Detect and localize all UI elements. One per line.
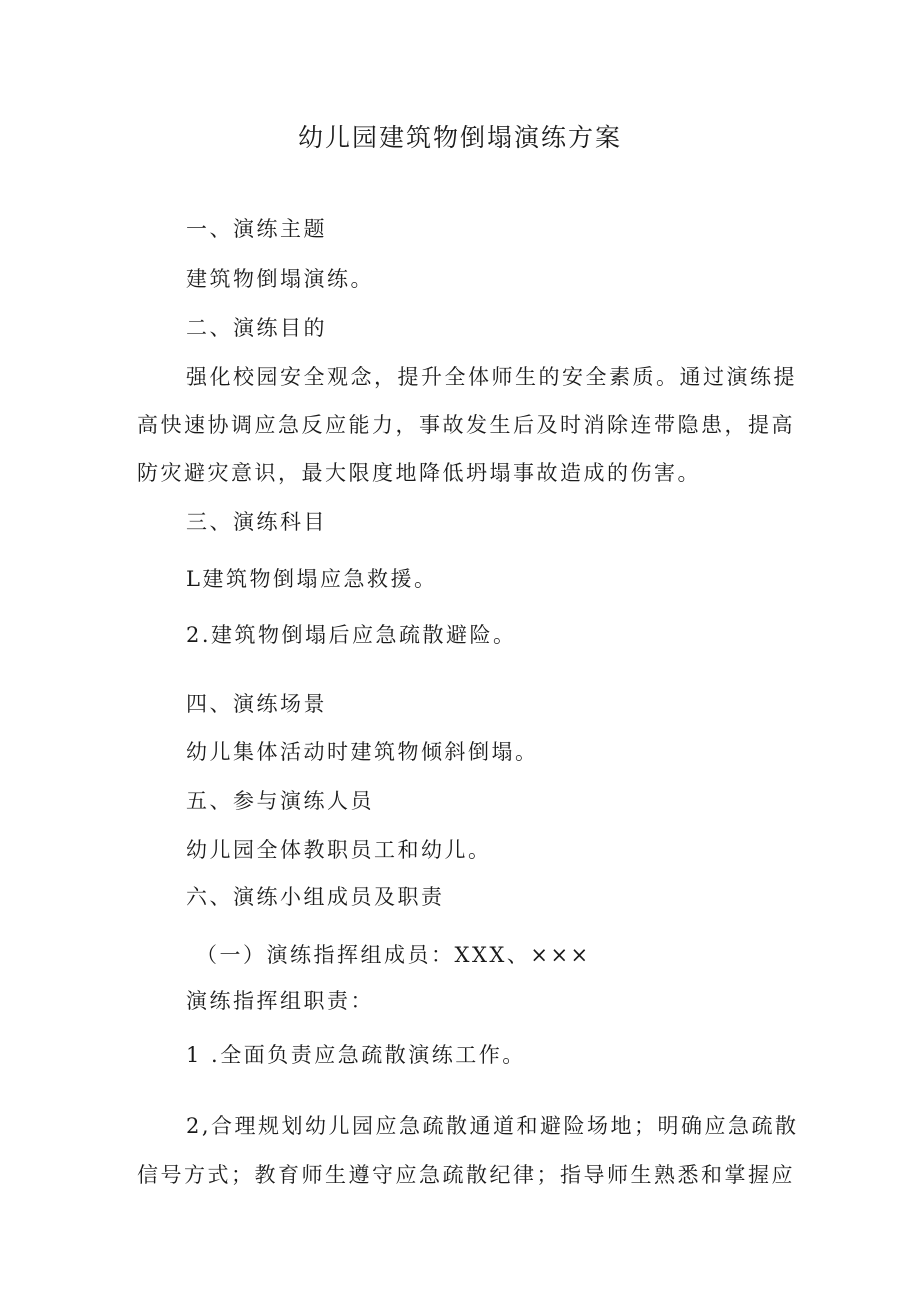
section-3-item-1: L建筑物倒塌应急救援。 <box>186 567 438 591</box>
section-6-duty-1: 1 .全面负责应急疏散演练工作。 <box>186 1043 526 1067</box>
section-2-body-line-1: 强化校园安全观念，提升全体师生的安全素质。通过演练提 <box>186 365 797 389</box>
section-2-body-line-2: 高快速协调应急反应能力，事故发生后及时消除连带隐患，提高 <box>137 413 795 437</box>
section-6-duty-label: 演练指挥组职责： <box>186 989 374 1013</box>
section-6-duty-2-line-1: 2,合理规划幼儿园应急疏散通道和避险场地；明确应急疏散 <box>186 1114 799 1138</box>
section-3-item-2: 2.建筑物倒塌后应急疏散避险。 <box>186 623 517 647</box>
section-2-heading: 二、演练目的 <box>186 316 327 340</box>
section-4-body: 幼儿集体活动时建筑物倾斜倒塌。 <box>186 740 539 764</box>
section-6-heading: 六、演练小组成员及职责 <box>186 885 445 909</box>
section-6-duty-2-line-2: 信号方式；教育师生遵守应急疏散纪律；指导师生熟悉和掌握应 <box>137 1163 795 1187</box>
section-6-group-1: （一）演练指挥组成员：XXX、××× <box>196 943 591 967</box>
section-5-heading: 五、参与演练人员 <box>186 789 374 813</box>
document-title: 幼儿园建筑物倒塌演练方案 <box>297 123 622 152</box>
section-3-heading: 三、演练科目 <box>186 510 327 534</box>
section-4-heading: 四、演练场景 <box>186 692 327 716</box>
section-1-heading: 一、演练主题 <box>186 217 327 241</box>
section-2-body-line-3: 防灾避灾意识，最大限度地降低坍塌事故造成的伤害。 <box>137 461 701 485</box>
section-1-body: 建筑物倒塌演练。 <box>186 267 374 291</box>
section-5-body: 幼儿园全体教职员工和幼儿。 <box>186 838 492 862</box>
